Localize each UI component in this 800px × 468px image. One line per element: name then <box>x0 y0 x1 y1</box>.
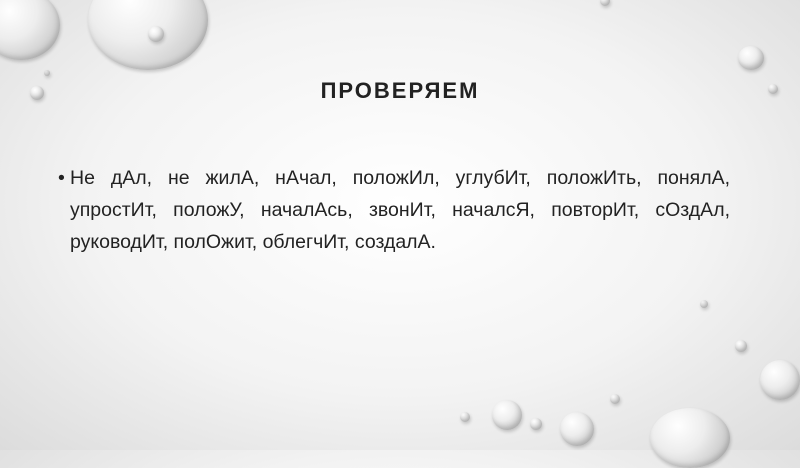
water-drop-decoration <box>760 360 800 400</box>
water-drop-decoration <box>735 340 747 352</box>
bullet-text: Не дАл, не жилА, нАчал, положИл, углубИт, положИть, понялА, упростИт, положУ, началАсь, звонИт, началсЯ, повторИт, сОздАл, руководИт, полОжит, облегчИт, создалА. <box>70 167 730 253</box>
water-drop-decoration <box>560 412 594 446</box>
water-drop-decoration <box>492 400 522 430</box>
water-drop-decoration <box>610 394 620 404</box>
slide-title: ПРОВЕРЯЕМ <box>320 78 480 103</box>
water-drop-decoration <box>600 0 610 6</box>
water-drop-decoration <box>460 412 470 422</box>
water-drop-decoration <box>44 70 50 76</box>
water-drop-decoration <box>530 418 542 430</box>
bullet-marker: • <box>58 167 65 189</box>
water-drop-decoration <box>738 46 764 70</box>
water-drop-decoration <box>0 0 60 60</box>
water-drop-decoration <box>650 408 730 468</box>
water-drop-decoration <box>148 26 164 42</box>
water-drop-decoration <box>700 300 708 308</box>
